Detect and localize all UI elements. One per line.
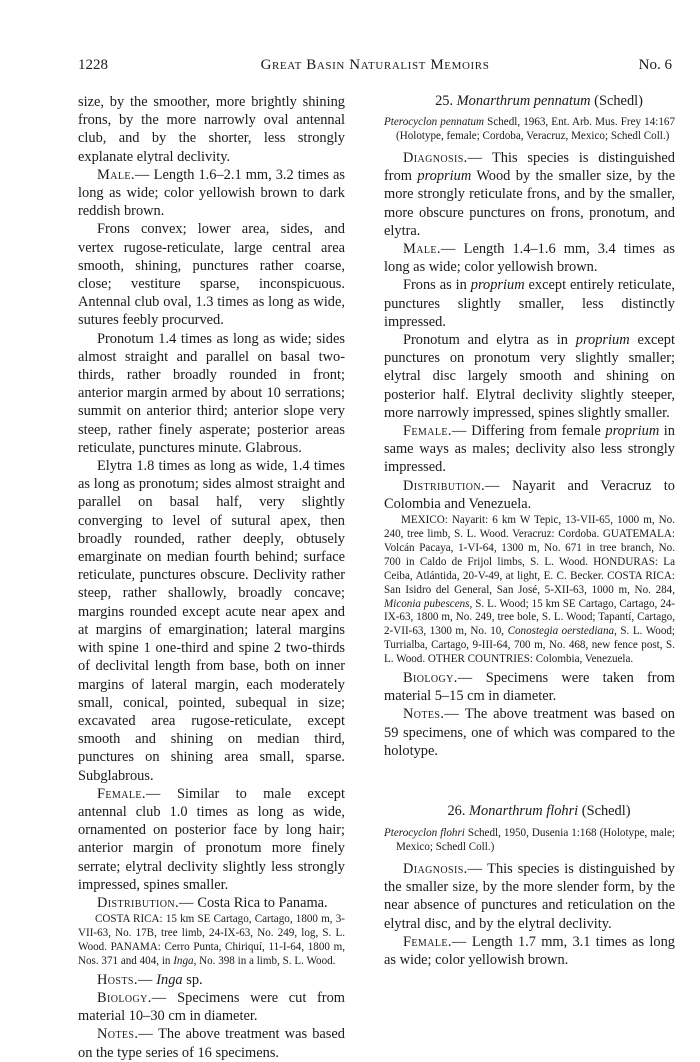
female-description: Female.— Similar to male except antennal club 1.0 times as long as wide, ornamented on posterior face by long hair; anterior margin of pronotum more finely serrate; elytral declivity slightly less strongly impressed, spines smaller. bbox=[78, 785, 345, 893]
male-label: Male.— bbox=[97, 166, 150, 183]
diagnosis-label: Diagnosis.— bbox=[403, 861, 483, 878]
male-label: Male.— bbox=[403, 241, 456, 258]
specimen-records: MEXICO: Nayarit: 6 km W Tepic, 13-VII-65, 1000 m, No. 240, tree limb, S. L. Wood. Veracruz: Cordoba. GUATEMALA: Volcán Pacaya, 1-VI-64, 1300 m, No. 671 in tree branch, No. 700 in Caldo de Frijol limbs, S. L. Wood. HONDURAS: La Ceiba, Atlántida, 20-V-49, at light, E. C. Becker. COSTA RICA: San Isidro del General, San José, 5-XII-63, 1000 m, No. 284, Miconia pubescens, S. L. Wood; 15 km SE Cartago, Cartago, 24-IX-63, 1800 m, No. 249, tree bole, S. L. Wood; Tapantí, Cartago, 2-VII-63, 1300 m, No. 10, Conostegia oerstediana, S. L. Wood; Turrialba, Cartago, 9-III-64, 700 m, No. 468, new fence post, S. L. Wood. OTHER COUNTRIES: Colombia, Venezuela. bbox=[384, 514, 675, 666]
notes: Notes.— The above treatment was based on the type series of 16 specimens. bbox=[78, 1026, 345, 1061]
pronotum-description: Pronotum 1.4 times as long as wide; sides almost straight and parallel on basal two-thirds, rather broadly rounded in front; anterior margin armed by about 10 serrations; summit on anterior third; anterior slope very steep, rather finely asperate; posterior areas reticulate, punctures minute. Glabrous. bbox=[78, 330, 345, 456]
female-description: Female.— Length 1.7 mm, 3.1 times as long as wide; color yellowish brown. bbox=[384, 933, 675, 969]
notes-label: Notes.— bbox=[403, 706, 460, 723]
diagnosis: Diagnosis.— This species is distinguished by the smaller size, by the more slender form, by the near absence of punctures and reticulation on the elytral disc, and by the elytral declivity. bbox=[384, 861, 675, 932]
synonymy-citation: Pterocyclon pennatum Schedl, 1963, Ent. Arb. Mus. Frey 14:167 (Holotype, female; Cordoba, Veracruz, Mexico; Schedl Coll.) bbox=[384, 116, 675, 143]
specimen-records: COSTA RICA: 15 km SE Cartago, Cartago, 1800 m, 3-VII-63, No. 17B, tree limb, 24-IX-63, No. 249, log, S. L. Wood. PANAMA: Cerro Punta, Chiriquí, 11-I-64, 1800 m, Nos. 371 and 404, in Inga, No. 398 in a limb, S. L. Wood. bbox=[78, 913, 345, 967]
species-heading: 26. Monarthrum flohri (Schedl) bbox=[447, 803, 631, 820]
distribution-label: Distribution.— bbox=[403, 477, 500, 494]
frons-description: Frons as in proprium except entirely reticulate, punctures slightly smaller, less distinctly impressed. bbox=[384, 277, 675, 330]
frons-description: Frons convex; lower area, sides, and vertex rugose-reticulate, large central area smooth, shining, punctures rather coarse, close; vestiture sparse, inconspicuous. Antennal club oval, 1.3 times as long as wide, sutures feebly procurved. bbox=[78, 221, 345, 329]
hosts: Hosts.— Inga sp. bbox=[97, 971, 203, 988]
intro-paragraph: size, by the smoother, more brightly shining frons, by the more narrowly oval antennal club, and by the shorter, less strongly explanate elytral declivity. bbox=[78, 94, 345, 165]
biology-label: Biology.— bbox=[403, 670, 473, 687]
biology: Biology.— Specimens were cut from material 10–30 cm in diameter. bbox=[78, 989, 345, 1025]
diagnosis: Diagnosis.— This species is distinguished from proprium Wood by the smaller size, by the more strongly reticulate frons, and by the smaller, more obscure punctures on frons, pronotum, and elytra. bbox=[384, 150, 675, 239]
issue-number: No. 6 bbox=[638, 57, 672, 73]
notes-label: Notes.— bbox=[97, 1026, 154, 1043]
notes: Notes.— The above treatment was based on 59 specimens, one of which was compared to the holotype. bbox=[384, 706, 675, 759]
distribution: Distribution.— Costa Rica to Panama. bbox=[97, 894, 328, 911]
diagnosis-label: Diagnosis.— bbox=[403, 150, 483, 167]
distribution-label: Distribution.— bbox=[97, 894, 194, 911]
hosts-label: Hosts.— bbox=[97, 971, 153, 988]
female-description: Female.— Differing from female proprium in same ways as males; declivity also less strongly impressed. bbox=[384, 423, 675, 476]
male-description: Male.— Length 1.4–1.6 mm, 3.4 times as long as wide; color yellowish brown. bbox=[384, 241, 675, 276]
species-heading: 25. Monarthrum pennatum (Schedl) bbox=[435, 93, 643, 109]
elytra-description: Elytra 1.8 times as long as wide, 1.4 times as long as pronotum; sides almost straight and parallel on basal half, very slightly converging to level of sutural apex, then broadly rounded, rather deeply, obtusely emarginate on median fourth behind; surface reticulate, punctures obscure. Declivity rather steep, rather shallowly, broadly concave; margins rounded except acute near apex and at margins of emargination; lateral margins with spine 1 one-third and spine 2 two-thirds of declivital length from base, both on inner margins of lateral margin, each moderately small, conical, pointed, subequal in size; excavated area rugose-reticulate, except smooth and shining on median third, punctures on shining area small, sparse. Subglabrous. bbox=[78, 458, 345, 784]
distribution: Distribution.— Nayarit and Veracruz to Colombia and Venezuela. bbox=[384, 477, 675, 512]
journal-title: Great Basin Naturalist Memoirs bbox=[260, 57, 490, 73]
male-description: Male.— Length 1.6–2.1 mm, 3.2 times as long as wide; color yellowish brown to dark reddish brown. bbox=[78, 166, 345, 220]
biology: Biology.— Specimens were taken from material 5–15 cm in diameter. bbox=[384, 670, 675, 705]
female-label: Female.— bbox=[403, 423, 467, 440]
pronotum-elytra-description: Pronotum and elytra as in proprium except punctures on pronotum very slightly smaller; elytral disc largely smooth and shining on posterior half. Elytral declivity slightly steeper, more narrowly impressed, spines slightly smaller. bbox=[384, 332, 675, 421]
running-header bbox=[78, 57, 672, 79]
right-column bbox=[384, 93, 675, 969]
synonymy-citation: Pterocyclon flohri Schedl, 1950, Dusenia 1:168 (Holotype, male; Mexico; Schedl Coll.) bbox=[384, 827, 675, 854]
page-number: 1228 bbox=[78, 57, 108, 73]
left-column bbox=[78, 93, 345, 1062]
biology-label: Biology.— bbox=[97, 989, 167, 1006]
female-label: Female.— bbox=[97, 785, 161, 802]
female-label: Female.— bbox=[403, 933, 467, 950]
